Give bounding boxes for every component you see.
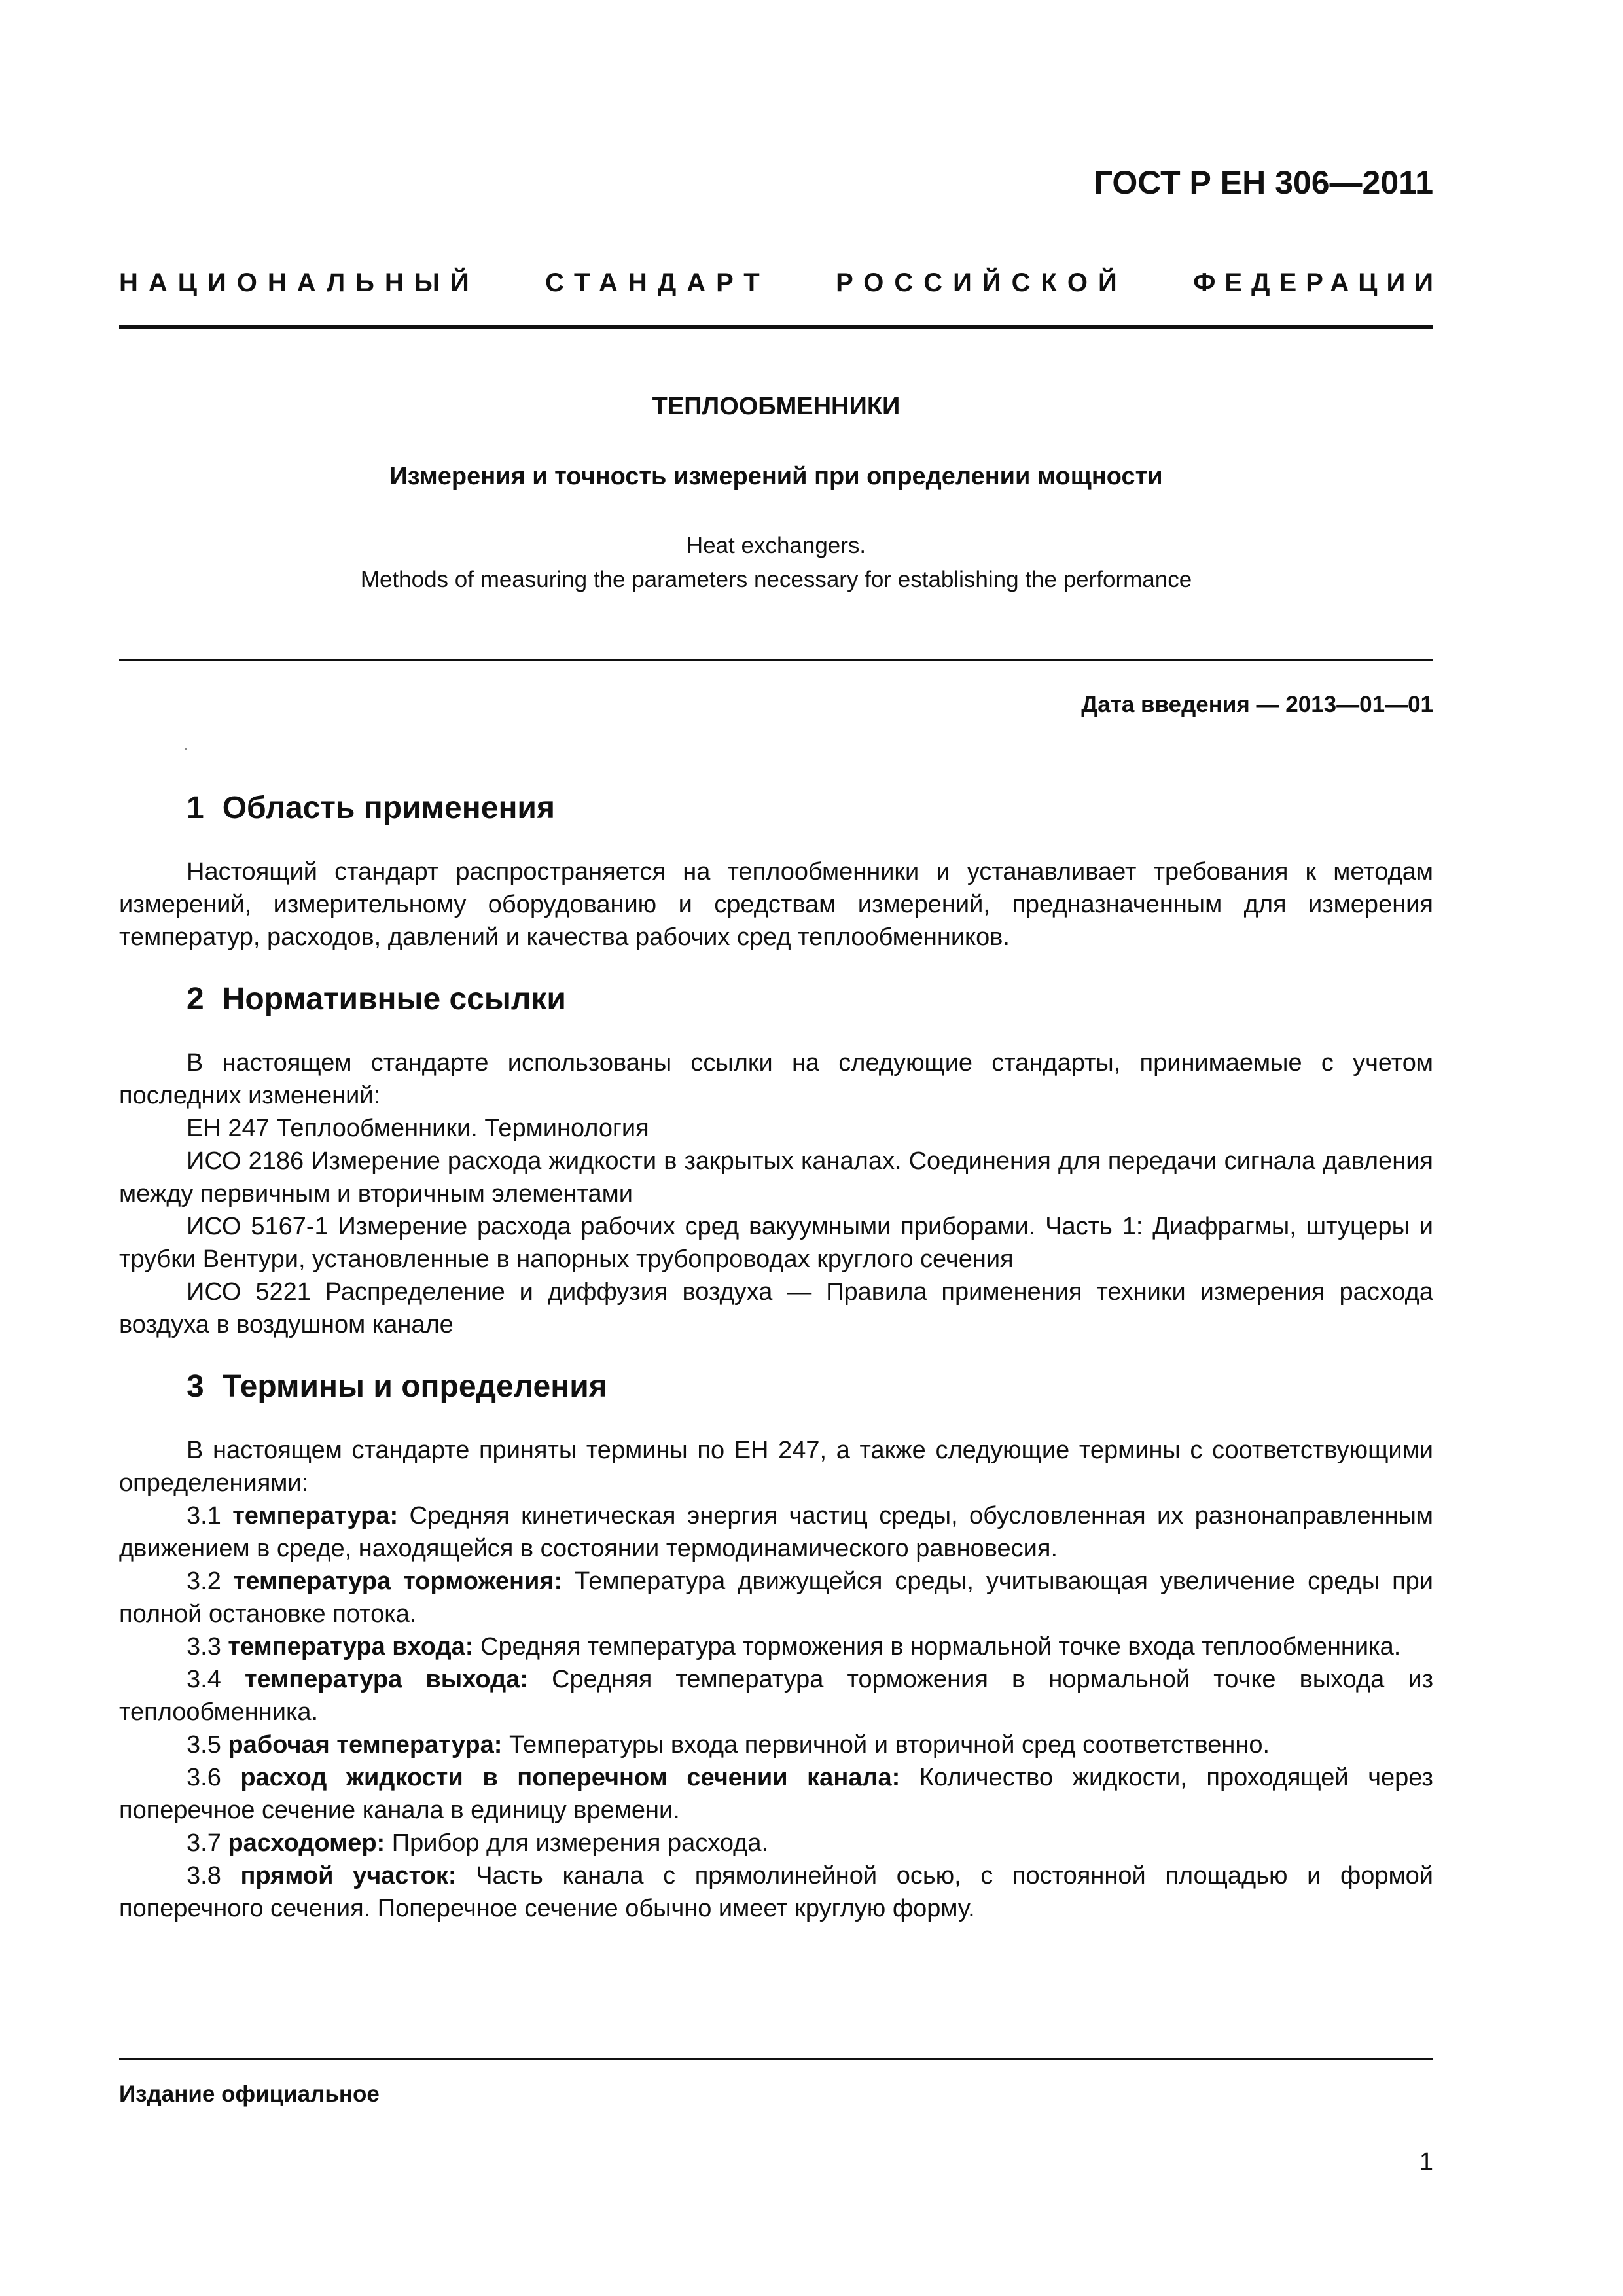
banner-word: СТАНДАРТ [545, 268, 770, 297]
term-text: Температура движущейся среды, учитывающая увеличение среды при полной остановке потока. [119, 1568, 1434, 1628]
term-text: Средняя температура торможения в нормальной точке входа теплообменника. [480, 1633, 1401, 1660]
standard-designation: ГОСТ Р ЕН 306—2011 [1094, 164, 1433, 201]
subtitle-en-line: Methods of measuring the parameters necessary for establishing the performance [360, 567, 1192, 592]
term-name: температура торможения: [233, 1568, 563, 1595]
section-title: Нормативные ссылки [222, 982, 566, 1016]
section-heading [119, 1367, 1433, 1407]
section-title: Область применения [222, 791, 555, 825]
subtitle-en-line: Heat exchangers. [686, 533, 866, 558]
document-title: ТЕПЛООБМЕННИКИ [652, 393, 901, 420]
paragraph: В настоящем стандарте использованы ссылки на следующие стандарты, принимаемые с учетом последних изменений: [119, 1049, 1433, 1109]
term-name: температура входа: [228, 1633, 474, 1660]
paragraph: Настоящий стандарт распространяется на теплообменники и устанавливает требования к методам измерений, измерительному оборудованию и средствам измерений, предназначенным для измерения температур, расходов, давлений и качества рабочих сред теплообменников. [119, 858, 1433, 951]
footer-divider [119, 2058, 1433, 2060]
page-number: 1 [1419, 2148, 1433, 2176]
reference-item: ИСО 5167-1 Измерение расхода рабочих сред вакуумными приборами. Часть 1: Диафрагмы, штуцеры и трубки Вентури, установленные в напорных трубопроводах круглого сечения [119, 1213, 1433, 1273]
section-title: Термины и определения [222, 1369, 607, 1404]
term-name: расход жидкости в поперечном сечении канала: [240, 1764, 901, 1791]
term-name: расходомер: [228, 1829, 385, 1857]
section-number: 2 [187, 982, 204, 1016]
edition-label: Издание официальное [119, 2081, 380, 2107]
term-name: температура выхода: [244, 1666, 528, 1693]
scan-speck [185, 748, 187, 750]
term-number: 3.5 [187, 1731, 221, 1759]
term-text: Количество жидкости, проходящей через поперечное сечение канала в единицу времени. [119, 1764, 1433, 1824]
term-number: 3.3 [187, 1633, 221, 1660]
term-number: 3.4 [187, 1666, 221, 1693]
term-number: 3.1 [187, 1502, 221, 1530]
banner-word: НАЦИОНАЛЬНЫЙ [119, 268, 480, 297]
term-number: 3.7 [187, 1829, 221, 1857]
document-body [119, 789, 1433, 1925]
term-name: прямой участок: [240, 1862, 457, 1890]
term-text: Средняя кинетическая энергия частиц среды, обусловленная их разнонаправленным движением в среде, находящейся в состоянии термодинамического равновесия. [119, 1502, 1434, 1562]
section-heading [119, 789, 1433, 828]
intro-date: Дата введения — 2013—01—01 [1081, 692, 1433, 717]
header-divider [119, 325, 1433, 329]
term-text: Прибор для измерения расхода. [391, 1829, 769, 1857]
term-definition [119, 1729, 1433, 1761]
term-definition [119, 1499, 1433, 1565]
term-text: Температуры входа первичной и вторичной сред соответственно. [508, 1731, 1270, 1759]
section-number: 1 [187, 791, 204, 825]
term-name: рабочая температура: [228, 1731, 503, 1759]
banner-word: РОССИЙСКОЙ [836, 268, 1128, 297]
reference-item: ИСО 5221 Распределение и диффузия воздуха — Правила применения техники измерения расхода воздуха в воздушном канале [119, 1278, 1433, 1338]
banner-word: ФЕДЕРАЦИИ [1193, 268, 1442, 297]
term-text: Средняя температура торможения в нормальной точке выхода из теплообменника. [119, 1666, 1434, 1726]
term-number: 3.2 [187, 1568, 221, 1595]
national-standard-banner [119, 268, 1442, 298]
term-name: температура: [232, 1502, 399, 1530]
term-text: Часть канала с прямолинейной осью, с постоянной площадью и формой поперечного сечения. Поперечное сечение обычно имеет круглую форму. [119, 1862, 1433, 1922]
document-subtitle-en [119, 529, 1433, 597]
reference-item: ИСО 2186 Измерение расхода жидкости в закрытых каналах. Соединения для передачи сигнала давления между первичным и вторичным элементами [119, 1147, 1433, 1208]
paragraph: В настоящем стандарте приняты термины по ЕН 247, а также следующие термины с соответствующими определениями: [119, 1437, 1433, 1497]
document-subtitle-ru: Измерения и точность измерений при определении мощности [389, 463, 1163, 490]
section-number: 3 [187, 1369, 204, 1404]
term-definition [119, 1565, 1433, 1630]
section-heading [119, 980, 1433, 1019]
title-divider [119, 659, 1433, 661]
term-definition [119, 1859, 1433, 1925]
term-definition [119, 1663, 1433, 1729]
term-definition [119, 1761, 1433, 1827]
term-number: 3.8 [187, 1862, 221, 1890]
term-number: 3.6 [187, 1764, 221, 1791]
reference-item: ЕН 247 Теплообменники. Терминология [187, 1115, 649, 1142]
term-definition [119, 1827, 1433, 1859]
term-definition [119, 1630, 1433, 1663]
